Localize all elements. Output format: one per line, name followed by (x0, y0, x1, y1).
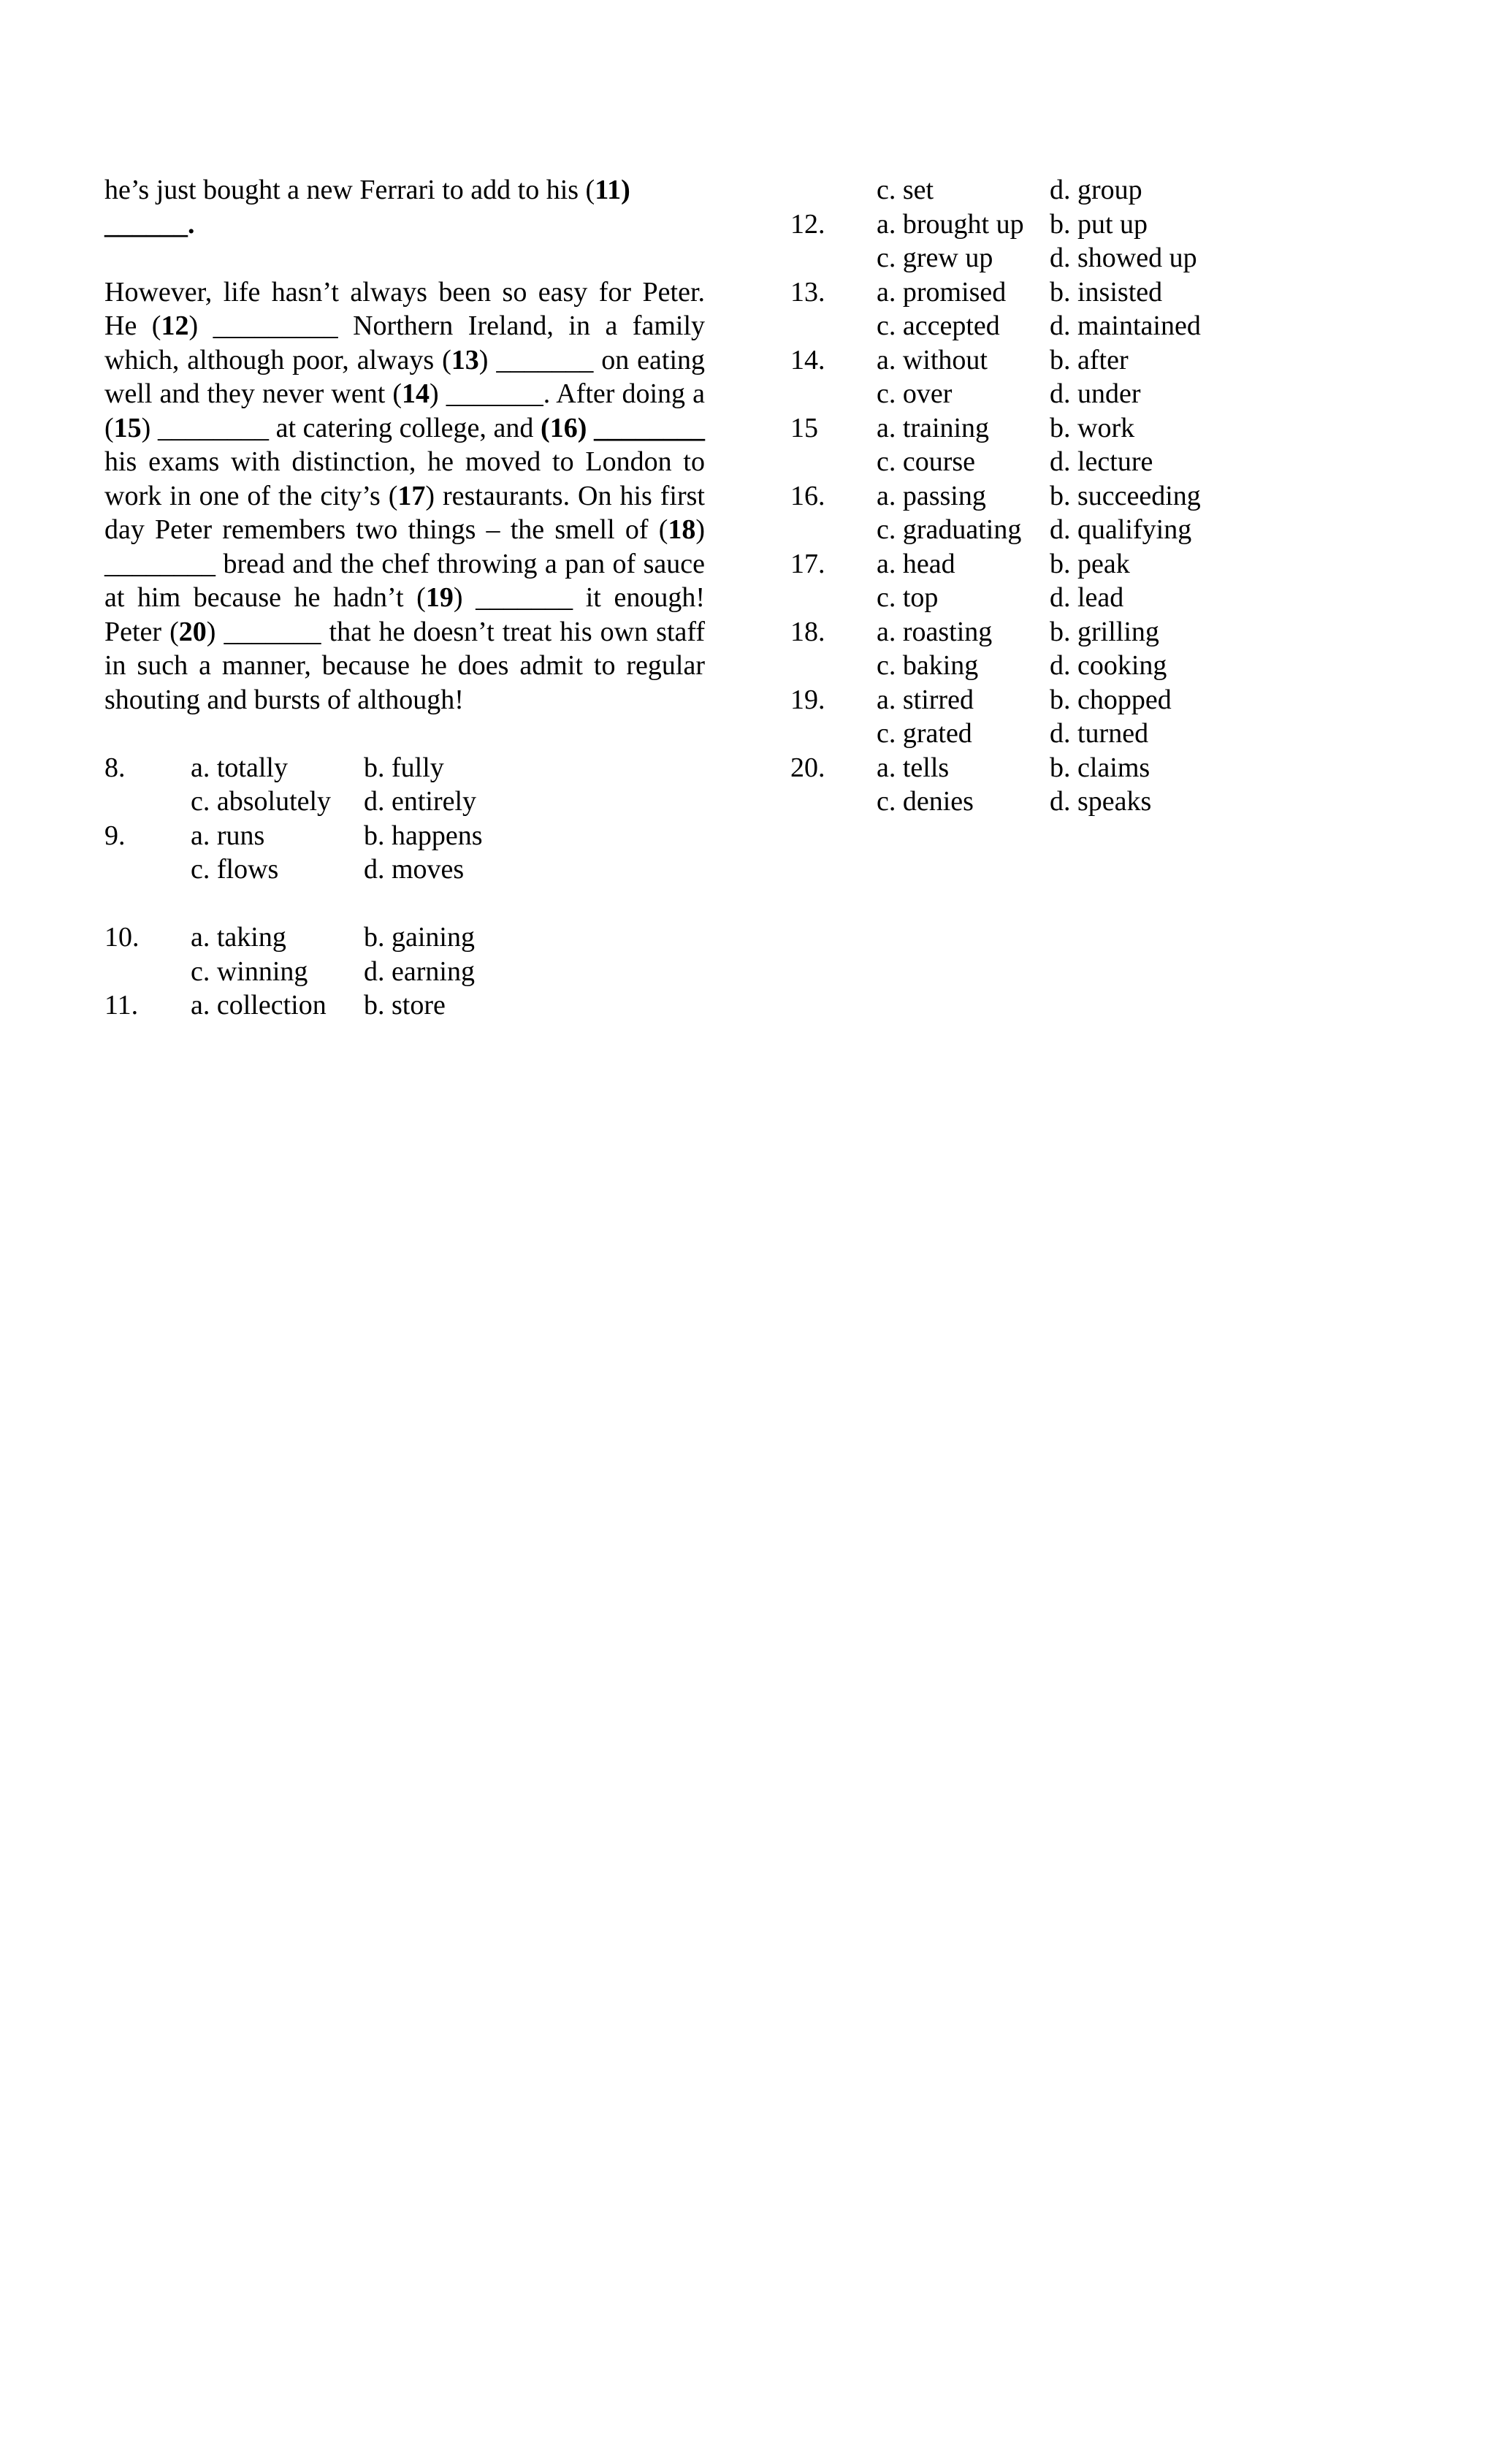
question-row (104, 819, 705, 853)
question-row (790, 581, 1302, 615)
question-row (104, 955, 705, 989)
passage-text: ) _______. After doing a ( (104, 378, 706, 443)
option-text: c. baking (877, 650, 979, 681)
question-number: 12. (790, 208, 825, 240)
passage-text: ) restaurants. On his first day Peter remembers two things – the smell of ( (104, 480, 705, 545)
passage-text: ) _______ that he doesn’t treat his own staff in such a manner, because he does admit to regular shouting and bursts of although! (104, 616, 706, 715)
option-text: c. set (877, 175, 934, 205)
passage-text: ) _______ it enough! Peter ( (104, 582, 705, 647)
option-text: d. moves (364, 854, 465, 885)
option-text: d. lead (1050, 582, 1124, 613)
left-column (104, 173, 705, 1023)
question-row (790, 479, 1302, 514)
question-number-13: 13 (451, 344, 479, 375)
question-number-12: 12 (161, 310, 189, 341)
option-text: b. after (1050, 344, 1129, 375)
question-number (790, 445, 877, 479)
passage-paragraph-1 (104, 173, 705, 241)
question-number-11: 11) (595, 175, 630, 205)
option-text: d. qualifying (1050, 514, 1192, 545)
option-text: b. grilling (1050, 616, 1159, 647)
option-text: a. passing (877, 480, 986, 511)
option-text: a. brought up (877, 208, 1024, 240)
option-text: c. course (877, 446, 976, 477)
option-text: d. under (1050, 378, 1141, 409)
option-text: c. grew up (877, 243, 993, 273)
question-number (790, 717, 877, 751)
option-text: b. succeeding (1050, 480, 1201, 511)
question-number (790, 377, 877, 411)
question-number (790, 173, 877, 207)
option-text: d. showed up (1050, 243, 1197, 273)
question-number: 20. (790, 752, 825, 783)
question-row (104, 920, 705, 955)
question-number: 19. (790, 684, 825, 715)
question-number: 14. (790, 344, 825, 375)
question-row (790, 649, 1302, 683)
question-row (790, 343, 1302, 378)
option-text: a. without (877, 344, 988, 375)
question-row (790, 615, 1302, 649)
option-text: b. happens (364, 820, 483, 851)
passage-text: he’s just bought a new Ferrari to add to his ( (104, 175, 595, 205)
option-text: b. work (1050, 412, 1135, 443)
option-text: a. runs (191, 820, 265, 851)
option-text: a. collection (191, 990, 327, 1021)
passage-text: ) _______ on eating well and they never went ( (104, 344, 705, 409)
question-number: 10. (104, 922, 140, 953)
option-text: c. top (877, 582, 939, 613)
option-text: d. maintained (1050, 310, 1201, 341)
option-text: c. flows (191, 854, 279, 885)
question-number: 16. (790, 480, 825, 511)
question-row (790, 275, 1302, 310)
option-text: a. taking (191, 922, 286, 953)
question-row (790, 513, 1302, 547)
question-number: 13. (790, 276, 825, 308)
question-number (790, 309, 877, 343)
question-number (104, 785, 191, 819)
question-row (790, 207, 1302, 242)
option-text: a. tells (877, 752, 950, 783)
option-text: b. gaining (364, 922, 475, 953)
question-number (790, 581, 877, 615)
question-number: 15 (790, 412, 818, 443)
question-number-19: 19 (425, 582, 454, 613)
question-number-14: 14 (402, 378, 430, 409)
option-text: d. group (1050, 175, 1142, 205)
question-row (790, 547, 1302, 581)
spacer (104, 717, 705, 751)
option-text: d. entirely (364, 786, 477, 817)
options-list-left (104, 751, 705, 1023)
question-number: 11. (104, 990, 139, 1021)
question-number (790, 241, 877, 275)
question-row (790, 411, 1302, 446)
question-row (104, 785, 705, 819)
option-text: c. graduating (877, 514, 1022, 545)
option-text: a. roasting (877, 616, 993, 647)
option-text: d. earning (364, 956, 475, 987)
question-row (104, 853, 705, 887)
option-text: c. grated (877, 718, 972, 749)
spacer (104, 887, 705, 921)
question-row (790, 751, 1302, 785)
question-number (790, 513, 877, 547)
question-number-17: 17 (397, 480, 426, 511)
question-row (104, 988, 705, 1023)
option-text: c. over (877, 378, 953, 409)
option-text: c. accepted (877, 310, 1000, 341)
option-text: a. training (877, 412, 990, 443)
option-text: b. insisted (1050, 276, 1163, 308)
option-text: b. put up (1050, 208, 1148, 240)
option-text: d. cooking (1050, 650, 1167, 681)
question-number-18: 18 (668, 514, 696, 545)
passage-text: ) ________ bread and the chef throwing a pan of sauce at him because he hadn’t ( (104, 514, 705, 613)
answer-blank-11: ______. (104, 208, 195, 240)
right-column (790, 173, 1302, 819)
question-row (790, 785, 1302, 819)
passage-text: ) ________ at catering college, and (141, 412, 541, 443)
passage-text: his exams with distinction, he moved to London to work in one of the city’s ( (104, 446, 705, 511)
question-number (104, 853, 191, 887)
option-text: c. winning (191, 956, 308, 987)
option-text: d. speaks (1050, 786, 1152, 817)
option-text: d. lecture (1050, 446, 1153, 477)
question-row (790, 445, 1302, 479)
question-number: 9. (104, 820, 126, 851)
passage-text: ) _________ Northern Ireland, in a family which, although poor, always ( (104, 310, 706, 375)
option-text: b. peak (1050, 548, 1130, 579)
option-text: b. fully (364, 752, 444, 783)
option-text: a. promised (877, 276, 1007, 308)
option-text: a. head (877, 548, 955, 579)
passage-text: However, life hasn’t always been so easy for Peter. He ( (104, 276, 705, 341)
option-text: d. turned (1050, 718, 1149, 749)
question-number: 17. (790, 548, 825, 579)
question-row (790, 173, 1302, 207)
question-row (790, 241, 1302, 275)
question-number: 18. (790, 616, 825, 647)
question-number-15: 15 (113, 412, 142, 443)
option-text: b. store (364, 990, 446, 1021)
question-number: 8. (104, 752, 126, 783)
option-text: c. absolutely (191, 786, 332, 817)
option-text: b. chopped (1050, 684, 1172, 715)
option-text: c. denies (877, 786, 974, 817)
question-row (790, 377, 1302, 411)
option-text: a. stirred (877, 684, 974, 715)
passage-paragraph-2 (104, 275, 705, 717)
question-number (790, 785, 877, 819)
question-number-20: 20 (178, 616, 207, 647)
question-row (104, 751, 705, 785)
question-row (790, 717, 1302, 751)
question-number (104, 955, 191, 989)
options-list-right (790, 173, 1302, 819)
option-text: a. totally (191, 752, 288, 783)
question-row (790, 683, 1302, 717)
question-number (790, 649, 877, 683)
question-number-16: (16) ________ (541, 412, 705, 443)
question-row (790, 309, 1302, 343)
option-text: b. claims (1050, 752, 1150, 783)
